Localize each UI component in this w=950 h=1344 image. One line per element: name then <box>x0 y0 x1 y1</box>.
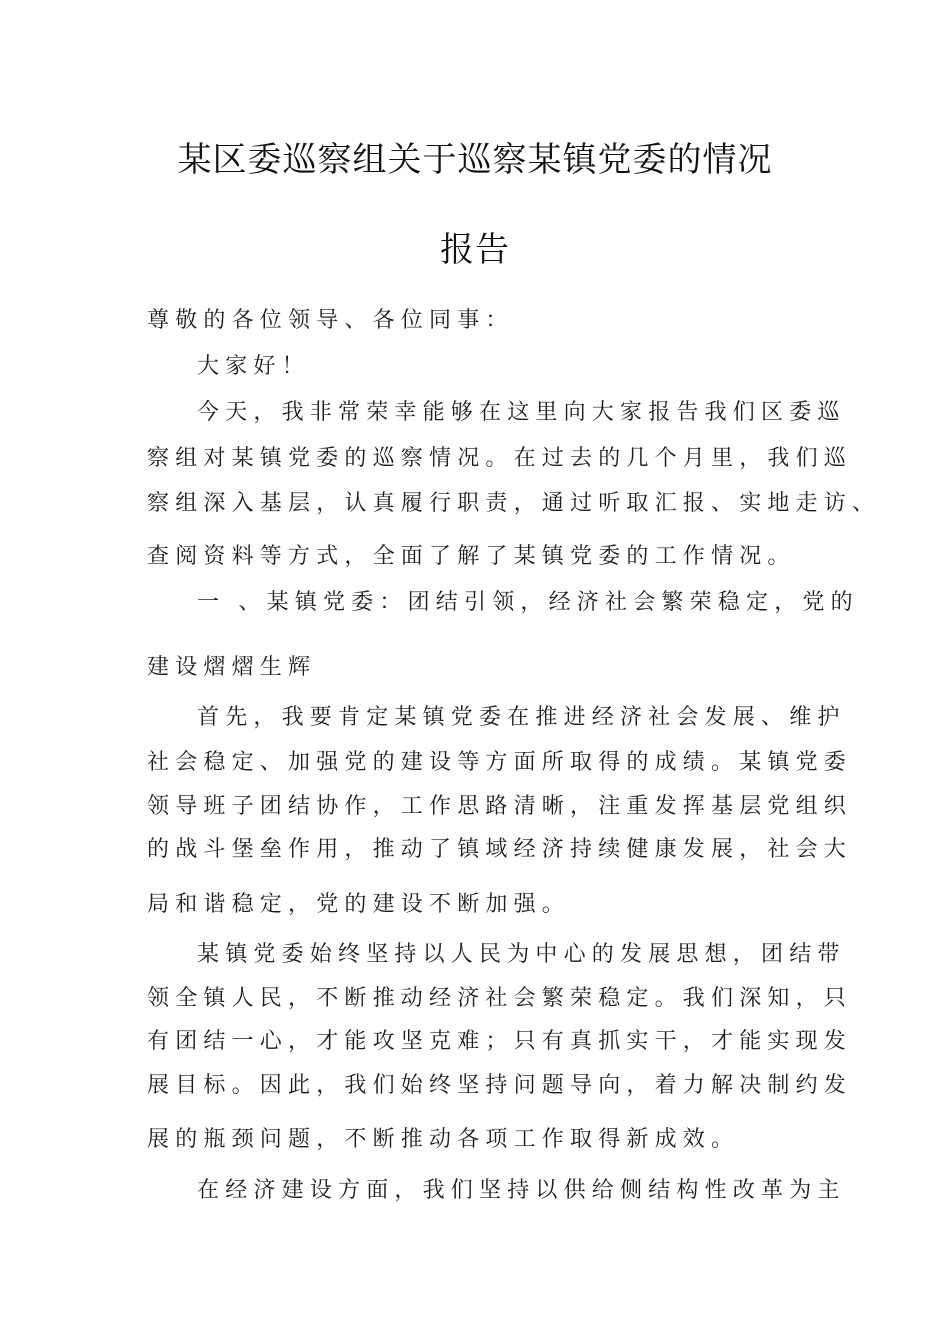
salutation: 尊敬的各位领导、各位同事： <box>147 308 514 333</box>
paragraph-2-line-2: 社会稳定、加强党的建设等方面所取得的成绩。某镇党委 <box>147 750 853 775</box>
paragraph-2-line-5: 局和谐稳定，党的建设不断加强。 <box>147 892 571 917</box>
greeting: 大家好！ <box>197 354 310 379</box>
paragraph-3-line-5: 展的瓶颈问题，不断推动各项工作取得新成效。 <box>147 1127 740 1152</box>
paragraph-3-line-1: 某镇党委始终坚持以人民为中心的发展思想，团结带 <box>197 942 846 967</box>
paragraph-1-line-4: 查阅资料等方式，全面了解了某镇党委的工作情况。 <box>147 544 796 569</box>
paragraph-1-line-1: 今天，我非常荣幸能够在这里向大家报告我们区委巡 <box>197 400 846 425</box>
paragraph-3-line-4: 展目标。因此，我们始终坚持问题导向，着力解决制约发 <box>147 1073 853 1098</box>
paragraph-4-line-1: 在经济建设方面，我们坚持以供给侧结构性改革为主 <box>197 1178 846 1203</box>
section-heading-line-1: 一 、某镇党委：团结引领，经济社会繁荣稳定，党的 <box>197 590 859 615</box>
section-heading-line-2: 建设熠熠生辉 <box>147 655 317 680</box>
document-title-line-2: 报告 <box>440 230 510 270</box>
paragraph-1-line-3: 察组深入基层，认真履行职责，通过听取汇报、实地走访、 <box>147 491 881 516</box>
document-title-line-1: 某区委巡察组关于巡察某镇党委的情况 <box>177 140 773 180</box>
paragraph-1-line-2: 察组对某镇党委的巡察情况。在过去的几个月里，我们巡 <box>147 446 853 471</box>
paragraph-2-line-1: 首先，我要肯定某镇党委在推进经济社会发展、维护 <box>197 705 846 730</box>
paragraph-2-line-4: 的战斗堡垒作用，推动了镇域经济持续健康发展，社会大 <box>147 837 853 862</box>
paragraph-3-line-3: 有团结一心，才能攻坚克难；只有真抓实干，才能实现发 <box>147 1029 853 1054</box>
paragraph-2-line-3: 领导班子团结协作，工作思路清晰，注重发挥基层党组织 <box>147 794 853 819</box>
paragraph-3-line-2: 领全镇人民，不断推动经济社会繁荣稳定。我们深知，只 <box>147 986 853 1011</box>
